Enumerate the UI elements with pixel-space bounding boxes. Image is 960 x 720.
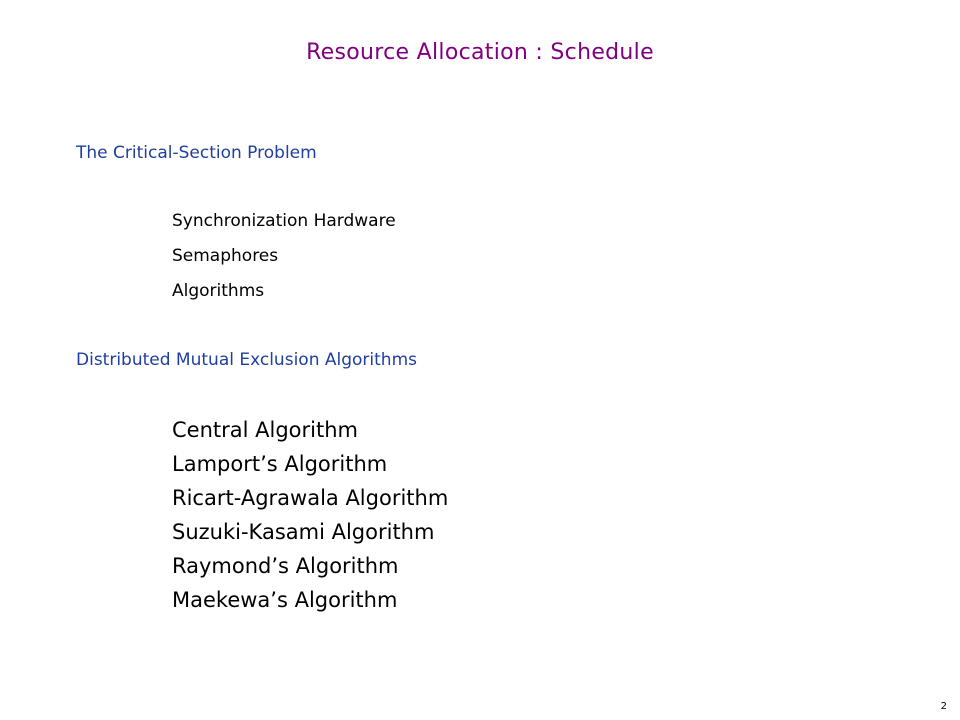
list-item: Lamport’s Algorithm [172,452,388,476]
list-item: Raymond’s Algorithm [172,554,399,578]
section-heading-critical-section: The Critical-Section Problem [76,143,317,163]
distributed-algorithm-list [172,413,448,617]
critical-section-topic-list [172,204,396,309]
list-item: Maekewa’s Algorithm [172,588,398,612]
slide-title: Resource Allocation : Schedule [306,40,654,65]
page-number: 2 [940,701,947,712]
list-item: Central Algorithm [172,418,358,442]
list-item: Algorithms [172,281,265,301]
list-item: Synchronization Hardware [172,211,396,231]
section-heading-distributed-mutex: Distributed Mutual Exclusion Algorithms [76,350,417,370]
list-item: Ricart-Agrawala Algorithm [172,486,449,510]
list-item: Semaphores [172,246,279,266]
list-item: Suzuki-Kasami Algorithm [172,520,435,544]
